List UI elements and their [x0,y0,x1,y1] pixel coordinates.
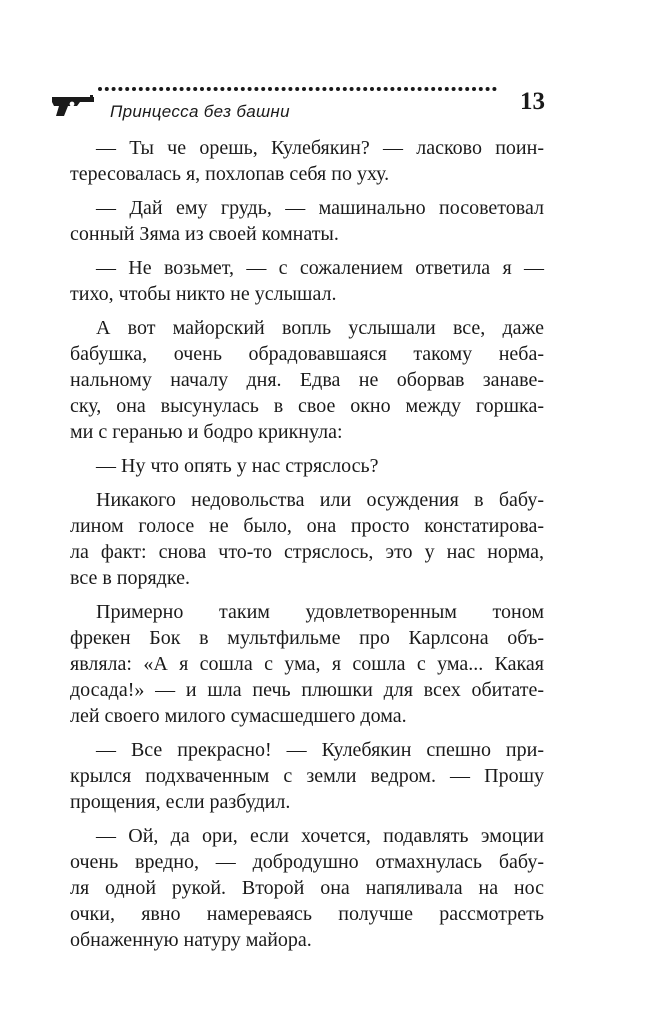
text-line: являла: «А я сошла с ума, я сошла с ума... Какая [70,653,544,675]
text-line: А вот майорский вопль услышали все, даже [96,317,544,339]
running-title: Принцесса без башни [110,102,290,121]
paragraph [70,823,544,953]
page-number: 13 [520,88,545,115]
text-line: лей своего милого сумасшедшего дома. [70,705,407,727]
text-line: очки, явно намереваясь получше рассмотреть [70,903,544,925]
paragraph [70,453,544,479]
text-line: досада!» — и шла печь плюшки для всех обитате- [70,679,544,701]
text-line: ла факт: снова что-то стряслось, это у нас норма, [70,541,544,563]
text-line: Примерно таким удовлетворенным тоном [96,601,544,623]
text-line: — Не возьмет, — с сожалением ответила я — [96,257,544,279]
text-line: ля одной рукой. Второй она напяливала на нос [70,877,544,899]
paragraph [70,315,544,445]
text-line: прощения, если разбудил. [70,791,291,813]
text-line: тихо, чтобы никто не услышал. [70,283,337,305]
paragraph [70,599,544,729]
text-line: обнаженную натуру майора. [70,929,312,951]
text-line: очень вредно, — добродушно отмахнулась бабу- [70,851,544,873]
body-text [70,135,544,961]
dotted-rule [98,86,500,92]
text-line: ми с геранью и бодро крикнула: [70,421,343,443]
text-line: Никакого недовольства или осуждения в бабу- [96,489,544,511]
text-line: тересовалась я, похлопав себя по уху. [70,163,390,185]
paragraph [70,487,544,591]
paragraph [70,135,544,187]
paragraph [70,195,544,247]
text-line: — Ну что опять у нас стряслось? [96,455,379,477]
text-line: лином голосе не было, она просто констатирова- [70,515,544,537]
text-line: — Ты че орешь, Кулебякин? — ласково поин- [96,137,544,159]
revolver-icon [50,94,96,118]
text-line: нальному началу дня. Едва не оборвав занаве- [70,369,544,391]
text-line: сонный Зяма из своей комнаты. [70,223,339,245]
text-line: бабушка, очень обрадовавшаяся такому неба- [70,343,544,365]
text-line: фрекен Бок в мультфильме про Карлсона объ- [70,627,544,649]
page-header [50,78,550,124]
text-line: все в порядке. [70,567,190,589]
paragraph [70,737,544,815]
text-line: — Все прекрасно! — Кулебякин спешно при- [96,739,544,761]
text-line: — Ой, да ори, если хочется, подавлять эмоции [96,825,544,847]
paragraph [70,255,544,307]
text-line: ску, она высунулась в свое окно между горшка- [70,395,544,417]
text-line: крылся подхваченным с земли ведром. — Прошу [70,765,544,787]
text-line: — Дай ему грудь, — машинально посоветовал [96,197,544,219]
